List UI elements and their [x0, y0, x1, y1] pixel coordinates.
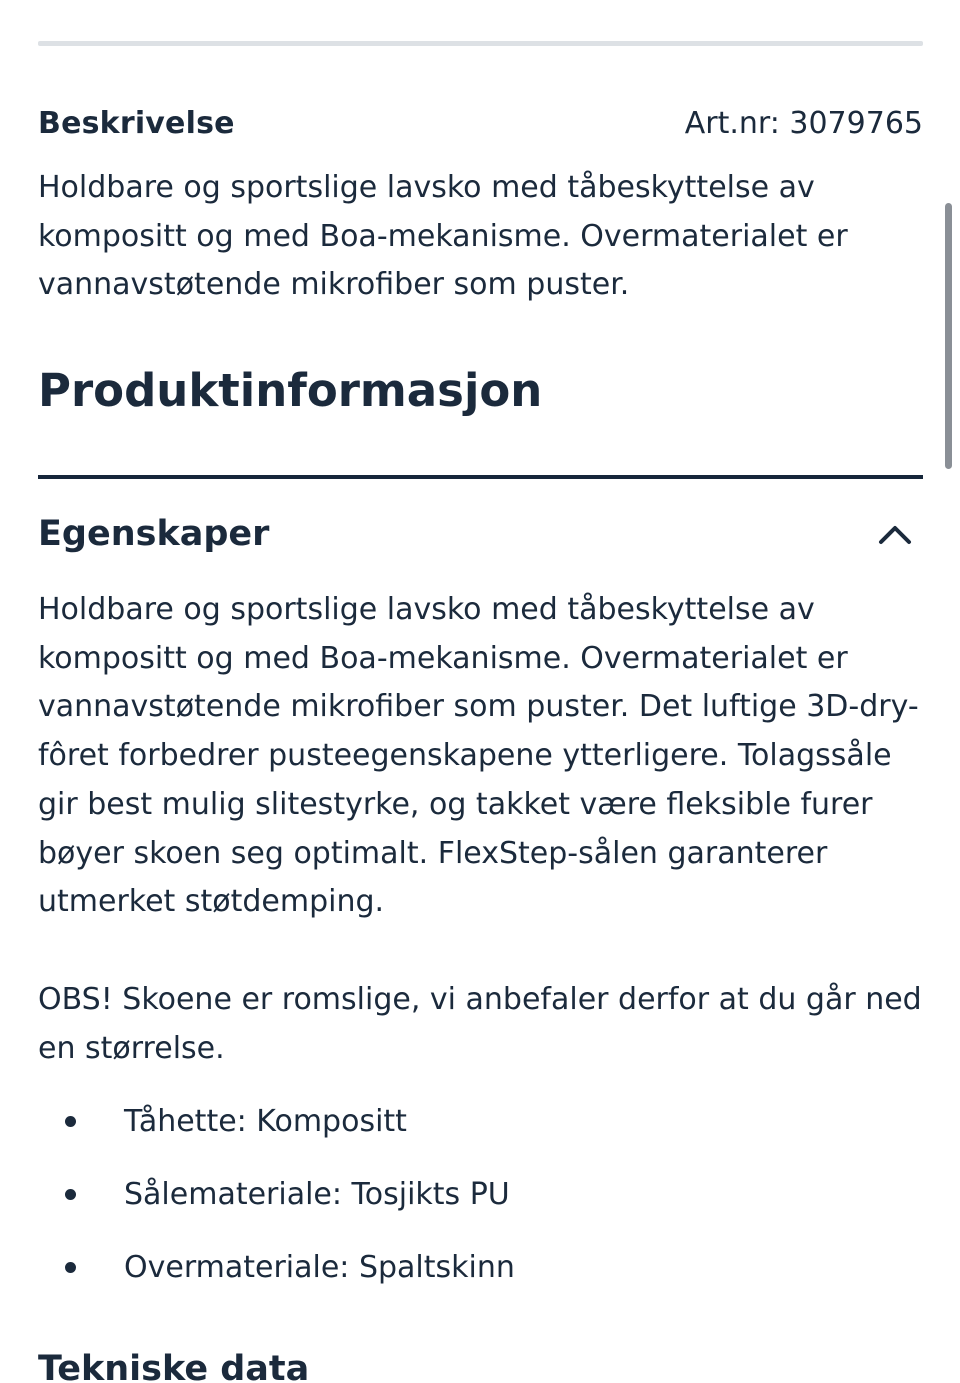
section-divider — [38, 475, 923, 479]
description-header — [38, 102, 923, 146]
technical-data-title[interactable]: Tekniske data — [38, 1349, 310, 1383]
spec-list — [38, 1098, 923, 1317]
list-item — [38, 1171, 923, 1244]
accordion-title: Egenskaper — [38, 514, 270, 554]
spec-text: Sålemateriale: Tosjikts PU — [124, 1177, 510, 1212]
scrollbar-thumb[interactable] — [945, 203, 952, 469]
article-number: Art.nr: 3079765 — [684, 106, 923, 141]
top-divider — [38, 41, 923, 46]
accordion-body-text: Holdbare og sportslige lavsko med tåbeskyttelse av kompositt og med Boa-mekanisme. Overmaterialet er vannavstøtende mikrofiber som puster. Det luftige 3D-dry-fôret forbedrer pusteegenskapene ytterligere. Tolagssåle gir best mulig slitestyrke, og takket være fleksible furer bøyer skoen seg optimalt. FlexStep-sålen garanterer utmerket støtdemping. — [38, 592, 919, 920]
description-text: Holdbare og sportslige lavsko med tåbeskyttelse av kompositt og med Boa-mekanisme. Overmaterialet er vannavstøtende mikrofiber som puster. — [38, 170, 848, 303]
accordion-note: OBS! Skoene er romslige, vi anbefaler derfor at du går ned en størrelse. — [38, 982, 922, 1066]
spec-text: Overmateriale: Spaltskinn — [124, 1250, 515, 1285]
bullet-icon — [65, 1262, 76, 1273]
bullet-icon — [65, 1189, 76, 1200]
list-item — [38, 1098, 923, 1171]
description-title: Beskrivelse — [38, 106, 235, 141]
list-item — [38, 1244, 923, 1317]
bullet-icon — [65, 1116, 76, 1127]
chevron-up-icon[interactable] — [877, 518, 913, 550]
product-info-title: Produktinformasjon — [38, 364, 543, 417]
spec-text: Tåhette: Kompositt — [124, 1104, 407, 1139]
accordion-header-egenskaper[interactable] — [38, 508, 923, 560]
